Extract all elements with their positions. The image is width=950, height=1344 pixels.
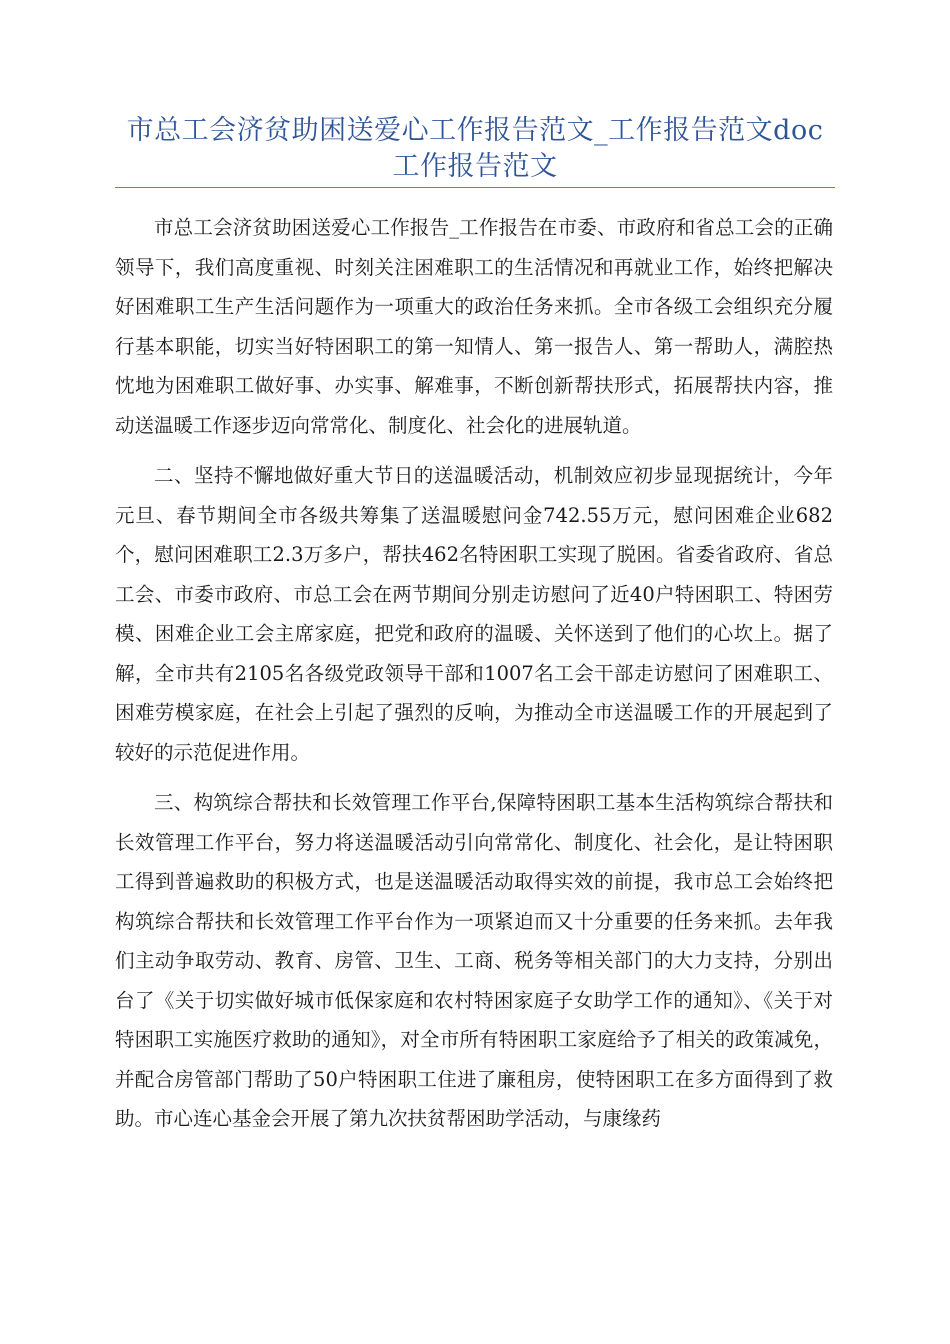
title-underline	[115, 187, 835, 188]
document-title: 市总工会济贫助困送爱心工作报告范文_工作报告范文doc工作报告范文	[126, 115, 824, 182]
title-block	[115, 113, 835, 185]
paragraph-3: 三、构筑综合帮扶和长效管理工作平台,保障特困职工基本生活构筑综合帮扶和长效管理工作平台，努力将送温暖活动引向常常化、制度化、社会化，是让特困职工得到普遍救助的积极方式，也是送温暖活动取得实效的前提，我市总工会始终把构筑综合帮扶和长效管理工作平台作为一项紧迫而又十分重要的任务来抓。去年我们主动争取劳动、教育、房管、卫生、工商、税务等相关部门的大力支持，分别出台了《关于切实做好城市低保家庭和农村特困家庭子女助学工作的通知》、《关于对特困职工实施医疗救助的通知》，对全市所有特困职工家庭给予了相关的政策减免，并配合房管部门帮助了50户特困职工住进了廉租房，使特困职工在多方面得到了救助。市心连心基金会开展了第九次扶贫帮困助学活动，与康缘药	[115, 791, 833, 1130]
document-body	[115, 208, 833, 1150]
paragraph-1: 市总工会济贫助困送爱心工作报告_工作报告在市委、市政府和省总工会的正确领导下，我们高度重视、时刻关注困难职工的生活情况和再就业工作，始终把解决好困难职工生产生活问题作为一项重大的政治任务来抓。全市各级工会组织充分履行基本职能，切实当好特困职工的第一知情人、第一报告人、第一帮助人，满腔热忱地为困难职工做好事、办实事、解难事，不断创新帮扶形式，拓展帮扶内容，推动送温暖工作逐步迈向常常化、制度化、社会化的进展轨道。	[115, 216, 833, 437]
paragraph-2: 二、坚持不懈地做好重大节日的送温暖活动，机制效应初步显现据统计，今年元旦、春节期间全市各级共筹集了送温暖慰问金742.55万元，慰问困难企业682个，慰问困难职工2.3万多户，帮扶462名特困职工实现了脱困。省委省政府、省总工会、市委市政府、市总工会在两节期间分别走访慰问了近40户特困职工、特困劳模、困难企业工会主席家庭，把党和政府的温暖、关怀送到了他们的心坎上。据了解，全市共有2105名各级党政领导干部和1007名工会干部走访慰问了困难职工、困难劳模家庭，在社会上引起了强烈的反响，为推动全市送温暖工作的开展起到了较好的示范促进作用。	[115, 464, 833, 764]
